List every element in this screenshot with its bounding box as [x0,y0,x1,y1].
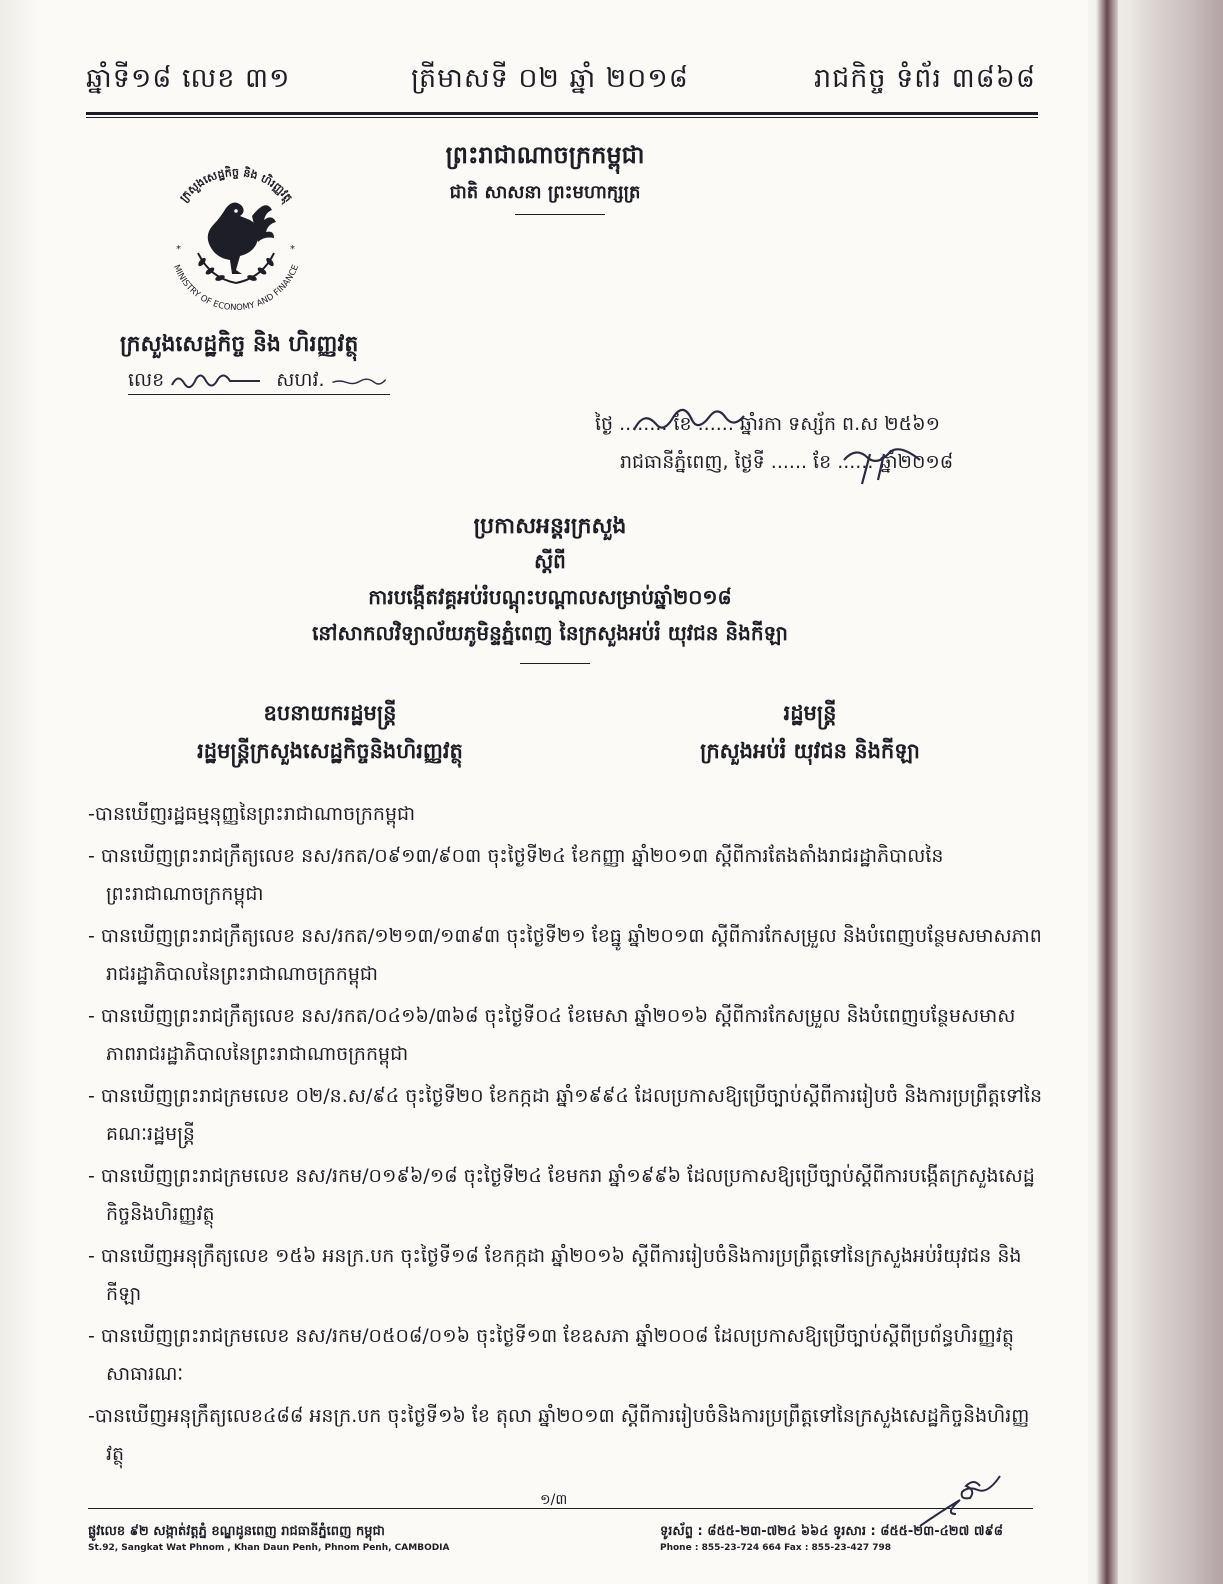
national-motto: ជាតិ សាសនា ព្រះមហាក្សត្រ [449,182,641,203]
kingdom-title: ព្រះរាជាណាចក្រកម្ពុជា [445,141,645,169]
document-type: ប្រកាសអន្តរក្រសួង [473,514,627,539]
reference-item: - បានឃើញព្រះរាជក្រមលេខ នស/រកម/០១៩៦/១៨ ចុះថ្ងៃទី២៤ ខែមករា ឆ្នាំ១៩៩៦ ដែលប្រកាសឱ្យប្រើច្បាប់ស្តីពីការបង្កើតក្រសួងសេដ្ឋកិច្ចនិងហិរញ្ញវត្ថុ [88,1165,1035,1225]
initials-signature-icon [900,1470,1020,1530]
reference-prefix: លេខ [128,369,165,391]
footer-phone-khmer: ទូរស័ព្ទ : ៨៥៥-២៣-៧២៤ ៦៦៤ ទូរសារ : ៨៥៥-២៣-៤២៧ ៧៩៨ [660,1524,1003,1539]
handwritten-month-icon [840,440,930,486]
footer-divider [88,1508,1033,1509]
reference-item: - បានឃើញព្រះរាជក្រឹត្យលេខ នស/រកត/១២១៣/១៣៩៣ ចុះថ្ងៃទី២១ ខែធ្នូ ឆ្នាំ២០១៣ ស្តីពីការកែសម្រួល និងបំពេញបន្ថែមសមាសភាពរាជរដ្ឋាភិបាលនៃព្រះរាជាណាចក្រកម្ពុជា [88,925,1042,985]
seal-khmer-text: ក្រសួងសេដ្ឋកិច្ច និង ហិរញ្ញវត្ថុ [177,165,295,205]
reference-item: - បានឃើញព្រះរាជក្រឹត្យលេខ នស/រកត/០៩១៣/៩០៣ ចុះថ្ងៃទី២៤ ខែកញ្ញា ឆ្នាំ២០១៣ ស្តីពីការតែងតាំងរាជរដ្ឋាភិបាលនៃព្រះរាជាណាចក្រកម្ពុជា [88,845,944,905]
lunar-date: ថ្ងៃ ........ ខែ ...... ឆ្នាំរកា ទស្ស័ក ព.ស ២៥៦១ [595,413,940,435]
document-title-line1: ការបង្កើតវគ្គអប់រំបណ្តុះបណ្តាលសម្រាប់ឆ្នាំ២០១៨ [368,585,732,609]
left-signatory-role: រដ្ឋមន្ត្រីក្រសួងសេដ្ឋកិច្ចនិងហិរញ្ញវត្ថុ [197,739,463,763]
header-divider [86,112,1038,115]
handwritten-date-icon [630,404,750,438]
footer-contact [660,1523,1003,1557]
gazette-date: ត្រីមាសទី ០២ ឆ្នាំ ២០១៨ [411,63,689,94]
seal-english-text: MINISTRY OF ECONOMY AND FINANCE [170,263,302,314]
header-divider-thin [86,117,1038,118]
solar-date: រាជធានីភ្នំពេញ, ថ្ងៃទី ...... ខែ ...... ឆ្នាំ២០១៨ [620,451,954,473]
legal-references [88,795,1043,1477]
handwritten-suffix-icon [331,373,401,389]
right-signatory-role: ក្រសួងអប់រំ យុវជន និងកីឡា [700,739,920,763]
footer-address-english: St.92, Sangkat Wat Phnom , Khan Daun Penh, Phnom Penh, CAMBODIA [88,1543,450,1553]
document-title-line2: នៅសាកលវិទ្យាល័យភូមិន្ទភ្នំពេញ នៃក្រសួងអប់រំ យុវជន និងកីឡា [312,621,788,645]
motto-ornament [515,214,605,215]
gazette-page: រាជកិច្ច ទំព័រ ៣៨៦៨ [814,63,1036,94]
scan-binding-edge [1088,0,1223,1584]
page-number: ១/៣ [540,1492,568,1508]
svg-text:ក្រសួងសេដ្ឋកិច្ច និង ហិរញ្ញវត្ [177,165,295,206]
reference-mid: សហវ. [276,369,325,391]
svg-text:*: * [176,244,181,255]
reference-item: - បានឃើញអនុក្រឹត្យលេខ ១៥៦ អនក្រ.បក ចុះថ្ងៃទី១៨ ខែកក្កដា ឆ្នាំ២០១៦ ស្តីពីការរៀបចំនិងការប្រព្រឹត្តទៅនៃក្រសួងអប់រំយុវជន និងកីឡា [88,1245,1022,1305]
footer-phone-english: Phone : 855-23-724 664 Fax : 855-23-427 798 [660,1543,892,1553]
issuing-ministry: ក្រសួងសេដ្ឋកិច្ច និង ហិរញ្ញវត្ថុ [120,332,359,357]
gazette-year-issue: ឆ្នាំទី១៨ លេខ ៣១ [86,63,291,94]
reference-item: - បានឃើញព្រះរាជក្រឹត្យលេខ នស/រកត/០៤១៦/៣៦៨ ចុះថ្ងៃទី០៤ ខែមេសា ឆ្នាំ២០១៦ ស្តីពីការកែសម្រួល និងបំពេញបន្ថែមសមាសភាពរាជរដ្ឋាភិបាលនៃព្រះរាជាណាចក្រកម្ពុជា [88,1005,1016,1065]
right-signatory-title: រដ្ឋមន្ត្រី [783,701,837,725]
reference-item: -បានឃើញអនុក្រឹត្យលេខ៤៨៨ អនក្រ.បក ចុះថ្ងៃទី១៦ ខែ តុលា ឆ្នាំ២០១៣ ស្តីពីការរៀបចំនិងការប្រព្រឹត្តទៅនៃក្រសួងសេដ្ឋកិច្ចនិងហិរញ្ញវត្ថុ [88,1405,1030,1465]
reference-number [128,368,401,396]
reference-item: - បានឃើញព្រះរាជក្រមលេខ ០២/ន.ស/៩៤ ចុះថ្ងៃទី២០ ខែកក្កដា ឆ្នាំ១៩៩៤ ដែលប្រកាសឱ្យប្រើច្បាប់ស្តីពីការរៀបចំ និងការប្រព្រឹត្តទៅនៃគណៈរដ្ឋមន្ត្រី [88,1085,1043,1145]
svg-text:*: * [290,244,295,255]
footer-address-khmer: ផ្លូវលេខ ៩២ សង្កាត់វត្តភ្នំ ខណ្ឌដូនពេញ រាជធានីភ្នំពេញ កម្ពុជា [88,1524,385,1539]
left-signatory-title: ឧបនាយករដ្ឋមន្ត្រី [263,701,397,725]
handwritten-number-icon [170,373,270,389]
document-on: ស្តីពី [534,549,566,573]
reference-item: - បានឃើញព្រះរាជក្រមលេខ នស/រកម/០៥០៨/០១៦ ចុះថ្ងៃទី១៣ ខែឧសភា ឆ្នាំ២០០៨ ដែលប្រកាសឱ្យប្រើច្បាប់ស្តីពីប្រព័ន្ធហិរញ្ញវត្ថុសាធារណៈ [88,1325,1014,1385]
reference-underline [128,394,390,395]
ministry-seal-icon [156,158,316,318]
scan-left-shadow [0,0,40,1584]
footer-address [88,1523,450,1557]
title-ornament [520,663,590,664]
gazette-header [86,62,1036,112]
reference-item: -បានឃើញរដ្ឋធម្មនុញ្ញនៃព្រះរាជាណាចក្រកម្ពុជា [88,803,416,825]
